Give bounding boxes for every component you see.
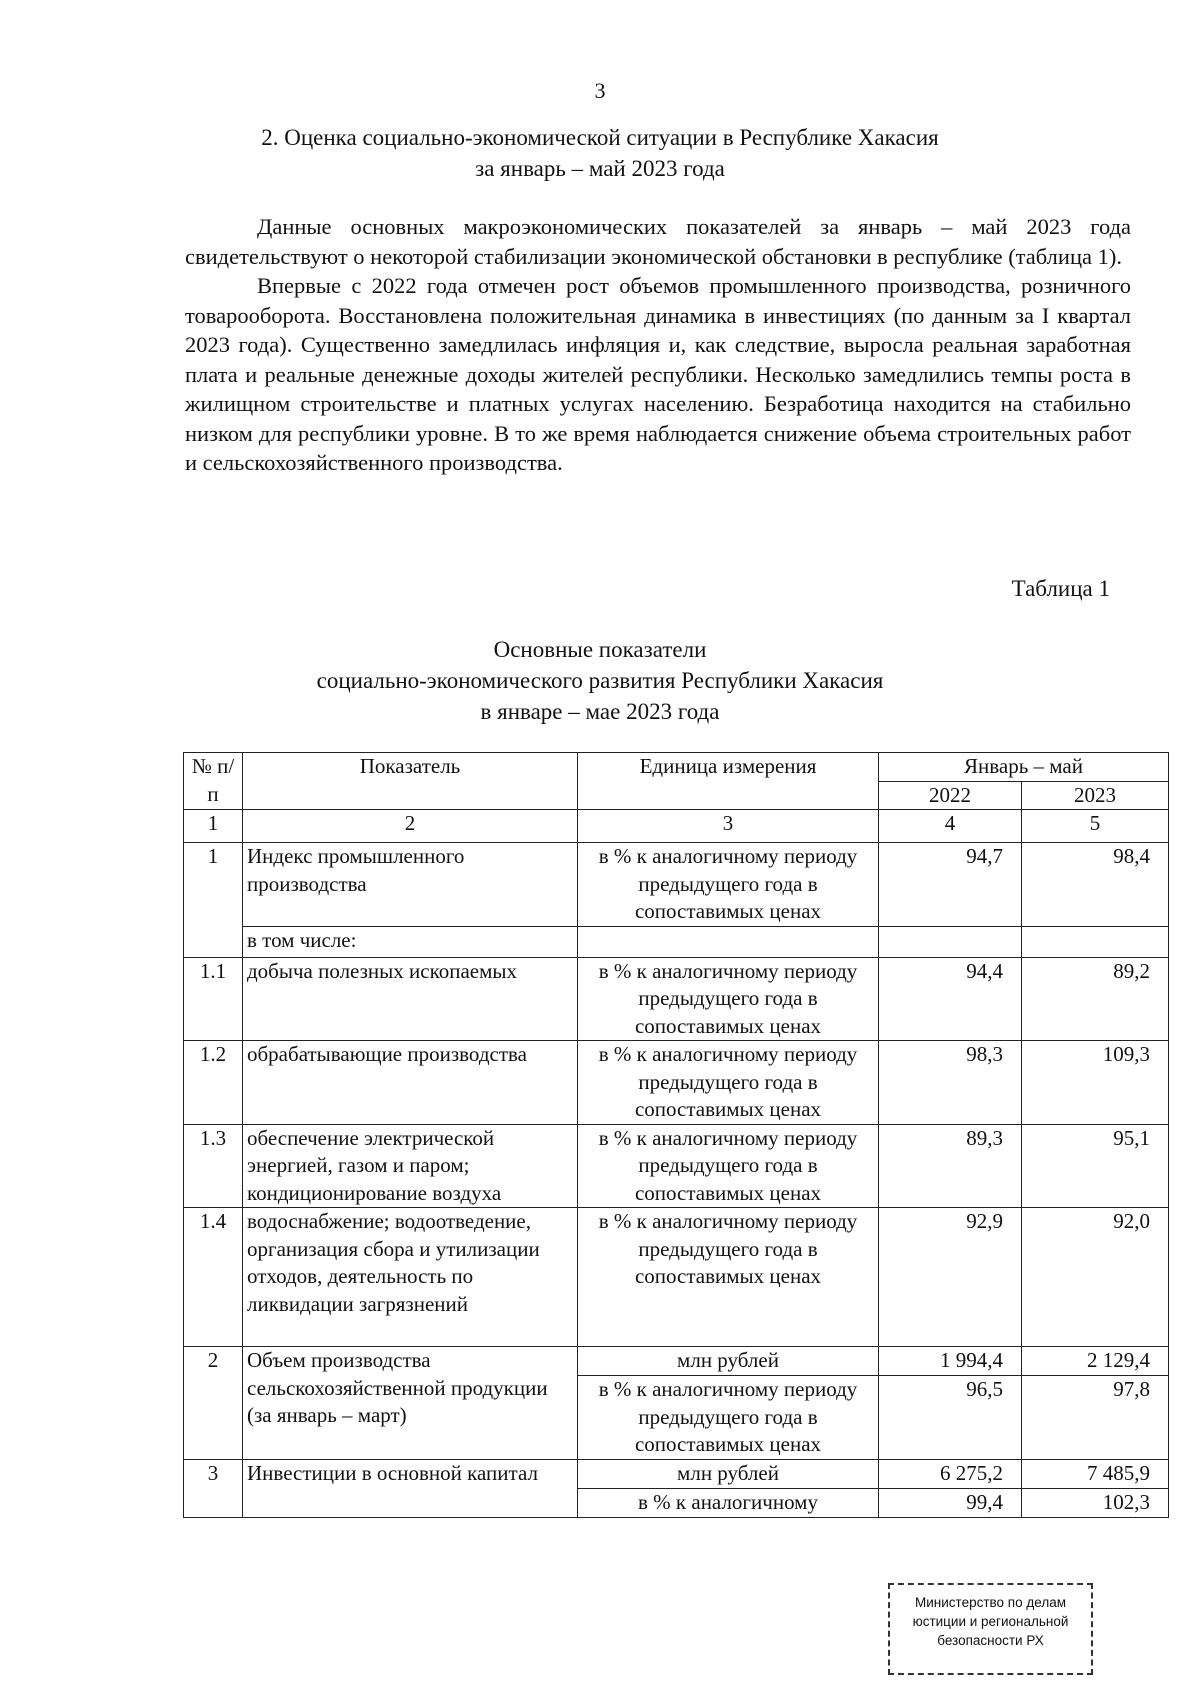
column-numbers-row [184, 810, 1169, 843]
table-row [184, 1347, 1169, 1376]
header-year-2023: 2023 [1022, 781, 1169, 810]
table-row [184, 1041, 1169, 1125]
row-value-2023: 89,2 [1022, 957, 1169, 1041]
header-num: № п/п [184, 753, 243, 810]
row-value-2022: 89,3 [879, 1124, 1022, 1208]
table-header-row [184, 753, 1169, 782]
row-value-2022: 94,7 [879, 843, 1022, 927]
table-title-line-2: социально-экономического развития Республики Хакасия [316, 668, 884, 693]
row-unit: в % к аналогичному периоду предыдущего года в сопоставимых ценах [578, 1376, 879, 1460]
row-value-2023: 109,3 [1022, 1041, 1169, 1125]
section-title-line-2: за январь – май 2023 года [475, 156, 725, 181]
row-value-2022: 99,4 [879, 1488, 1022, 1517]
row-unit: в % к аналогичному периоду предыдущего года в сопоставимых ценах [578, 1124, 879, 1208]
table-row [184, 1124, 1169, 1208]
row-value-2022: 6 275,2 [879, 1459, 1022, 1488]
page-number: 3 [594, 78, 606, 103]
body-text [185, 212, 1131, 478]
empty-cell [879, 926, 1022, 957]
row-value-2022: 98,3 [879, 1041, 1022, 1125]
row-value-2022: 92,9 [879, 1208, 1022, 1347]
column-number: 1 [184, 810, 243, 843]
header-indicator: Показатель [243, 753, 578, 810]
row-indicator: добыча полезных ископаемых [243, 957, 578, 1041]
row-indicator: обеспечение электрической энергией, газом и паром; кондиционирование воздуха [243, 1124, 578, 1208]
empty-cell [1022, 926, 1169, 957]
row-indicator: обрабатывающие производства [243, 1041, 578, 1125]
row-num: 1.4 [184, 1208, 243, 1347]
row-value-2023: 95,1 [1022, 1124, 1169, 1208]
section-title [0, 122, 1200, 184]
stamp-line: юстиции и региональной [912, 1614, 1069, 1629]
ministry-stamp [888, 1583, 1093, 1675]
table-row [184, 926, 1169, 957]
indicators-table [183, 752, 1169, 1518]
row-value-2022: 1 994,4 [879, 1347, 1022, 1376]
column-number: 3 [578, 810, 879, 843]
row-num: 3 [184, 1459, 243, 1517]
row-unit: в % к аналогичному периоду предыдущего года в сопоставимых ценах [578, 1041, 879, 1125]
table-row [184, 957, 1169, 1041]
row-unit: в % к аналогичному периоду предыдущего года в сопоставимых ценах [578, 843, 879, 927]
table-row [184, 1459, 1169, 1488]
stamp-line: безопасности РХ [937, 1633, 1044, 1648]
header-unit: Единица измерения [578, 753, 879, 810]
row-num: 1 [184, 843, 243, 958]
column-number: 2 [243, 810, 578, 843]
header-period: Январь – май [879, 753, 1169, 782]
row-unit: в % к аналогичному [578, 1488, 879, 1517]
column-number: 4 [879, 810, 1022, 843]
row-num: 1.2 [184, 1041, 243, 1125]
paragraph: Данные основных макроэкономических показателей за январь – май 2023 года свидетельствуют о некоторой стабилизации экономической обстановки в республике (таблица 1). [185, 214, 1131, 269]
row-indicator: Объем производства сельскохозяйственной продукции (за январь – март) [243, 1347, 578, 1460]
table-label: Таблица 1 [1011, 576, 1110, 601]
row-num: 1.3 [184, 1124, 243, 1208]
table-row [184, 1208, 1169, 1347]
row-value-2023: 2 129,4 [1022, 1347, 1169, 1376]
row-value-2023: 97,8 [1022, 1376, 1169, 1460]
row-value-2022: 96,5 [879, 1376, 1022, 1460]
row-unit: в % к аналогичному периоду предыдущего года в сопоставимых ценах [578, 957, 879, 1041]
table-title-line-3: в январе – мае 2023 года [480, 699, 720, 724]
row-unit: млн рублей [578, 1459, 879, 1488]
table-title [0, 634, 1200, 727]
row-unit: млн рублей [578, 1347, 879, 1376]
row-unit: в % к аналогичному периоду предыдущего года в сопоставимых ценах [578, 1208, 879, 1347]
row-value-2023: 98,4 [1022, 843, 1169, 927]
row-subheading: в том числе: [243, 926, 578, 957]
row-value-2022: 94,4 [879, 957, 1022, 1041]
row-value-2023: 102,3 [1022, 1488, 1169, 1517]
column-number: 5 [1022, 810, 1169, 843]
header-year-2022: 2022 [879, 781, 1022, 810]
row-num: 1.1 [184, 957, 243, 1041]
row-num: 2 [184, 1347, 243, 1460]
row-value-2023: 7 485,9 [1022, 1459, 1169, 1488]
row-indicator: Инвестиции в основной капитал [243, 1459, 578, 1517]
table-title-line-1: Основные показатели [493, 637, 707, 662]
paragraph: Впервые с 2022 года отмечен рост объемов промышленного производства, розничного товарооборота. Восстановлена положительная динамика в инвестициях (по данным за I квартал 2023 года). Существенно замедлилась инфляция и, как следствие, выросла реальная заработная плата и реальные денежные доходы жителей республики. Несколько замедлились темпы роста в жилищном строительстве и платных услугах населению. Безработица находится на стабильно низком для республики уровне. В то же время наблюдается снижение объема строительных работ и сельскохозяйственного производства. [185, 273, 1131, 475]
section-title-line-1: 2. Оценка социально-экономической ситуации в Республике Хакасия [261, 125, 939, 150]
row-value-2023: 92,0 [1022, 1208, 1169, 1347]
table-row [184, 843, 1169, 927]
stamp-line: Министерство по делам [915, 1595, 1066, 1610]
empty-cell [578, 926, 879, 957]
row-indicator: Индекс промышленного производства [243, 843, 578, 927]
row-indicator: водоснабжение; водоотведение, организация сбора и утилизации отходов, деятельность по ликвидации загрязнений [243, 1208, 578, 1347]
